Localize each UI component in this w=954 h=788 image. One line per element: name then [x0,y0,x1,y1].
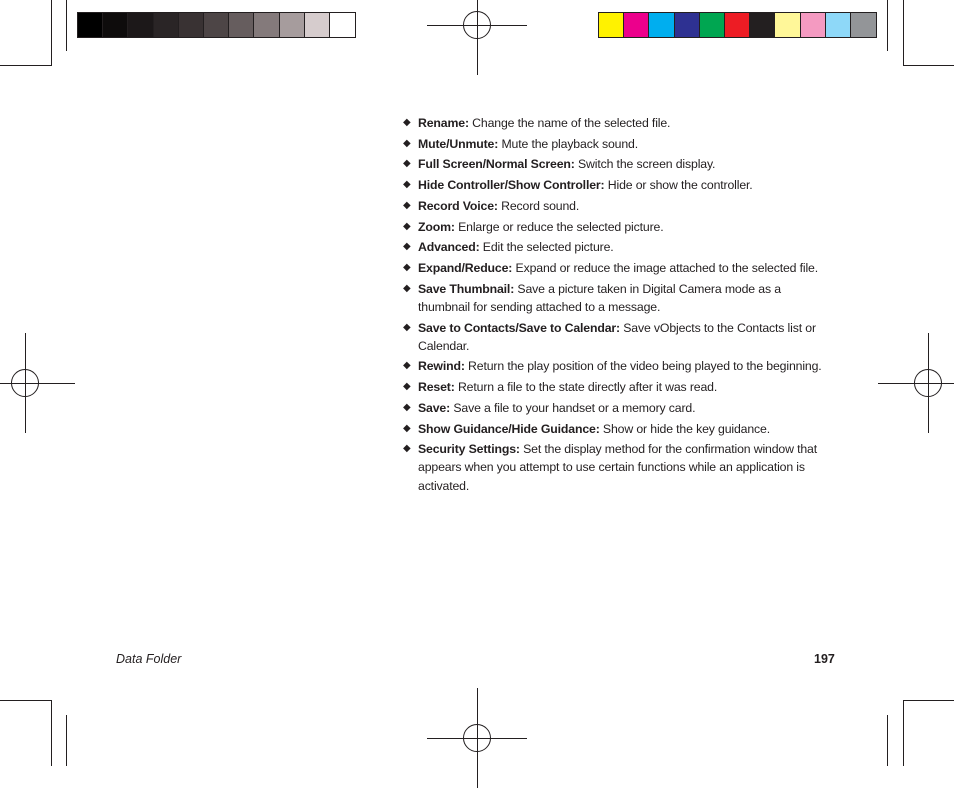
crop-mark-br-v [903,700,904,766]
bullet-icon: ◆ [403,282,411,294]
list-item [403,440,833,495]
item-description: Show or hide the key guidance. [599,421,771,436]
grayscale-swatch [229,13,254,37]
bullet-icon: ◆ [403,199,411,211]
process-swatch [624,13,649,37]
process-swatch [801,13,826,37]
item-term: Save to Contacts/Save to Calendar: [418,320,620,335]
crop-mark-tr-v [903,0,904,66]
bullet-icon: ◆ [403,381,411,393]
item-description: Enlarge or reduce the selected picture. [454,219,664,234]
grayscale-swatch [154,13,179,37]
list-item [403,399,833,417]
item-description: Hide or show the controller. [604,178,753,193]
grayscale-swatch [103,13,128,37]
item-term: Show Guidance/Hide Guidance: [418,421,600,436]
list-item [403,218,833,236]
item-term: Advanced: [418,240,480,255]
process-swatch [750,13,775,37]
crop-mark-br-h [903,700,954,701]
list-item [403,176,833,194]
page-number: 197 [814,652,835,666]
list-item [403,197,833,215]
item-term: Reset: [418,380,455,395]
grayscale-swatch [280,13,305,37]
item-description: Edit the selected picture. [479,240,614,255]
crop-mark-br-v2 [887,715,888,766]
process-swatch [649,13,674,37]
bullet-icon: ◆ [403,158,411,170]
footer-section-title: Data Folder [116,652,182,666]
item-description: Expand or reduce the image attached to the selected file. [512,260,819,275]
crop-mark-tl-h [0,65,51,66]
list-item [403,378,833,396]
crop-mark-tr-v2 [887,0,888,51]
list-item [403,238,833,256]
grayscale-swatch [204,13,229,37]
process-color-bar [598,12,877,38]
item-description: Return a file to the state directly after it was read. [454,380,718,395]
process-swatch [851,13,876,37]
item-description: Save a file to your handset or a memory card. [450,400,696,415]
registration-mark-bottom [427,688,527,788]
process-swatch [826,13,851,37]
item-term: Hide Controller/Show Controller: [418,178,605,193]
item-description: Mute the playback sound. [498,136,638,151]
crop-mark-bl-h [0,700,51,701]
crop-mark-tr-h [903,65,954,66]
item-term: Expand/Reduce: [418,260,513,275]
item-term: Rename: [418,116,469,130]
item-description: Set the display method for the confirmation window that appears when you attempt to use certain functions while an application is activated. [418,442,817,493]
feature-list [403,114,833,497]
bullet-icon: ◆ [403,261,411,273]
grayscale-swatch [179,13,204,37]
item-description: Save a picture taken in Digital Camera mode as a thumbnail for sending attached to a message. [418,281,781,314]
list-item [403,155,833,173]
process-swatch [725,13,750,37]
grayscale-swatch [305,13,330,37]
crop-mark-bl-v [51,700,52,766]
grayscale-swatch [254,13,279,37]
item-term: Rewind: [418,359,465,374]
item-description: Save vObjects to the Contacts list or Calendar. [418,320,816,353]
crop-mark-bl-v2 [66,715,67,766]
process-swatch [700,13,725,37]
list-item [403,319,833,355]
bullet-icon: ◆ [403,360,411,372]
list-item [403,420,833,438]
bullet-icon: ◆ [403,321,411,333]
grayscale-swatch [330,13,355,37]
bullet-icon: ◆ [403,117,411,128]
grayscale-swatch [78,13,103,37]
grayscale-color-bar [77,12,356,38]
grayscale-swatch [128,13,153,37]
item-description: Switch the screen display. [574,157,716,172]
item-term: Record Voice: [418,198,498,213]
registration-mark-top [427,0,527,75]
bullet-icon: ◆ [403,179,411,191]
registration-mark-right [878,333,954,433]
list-item [403,135,833,153]
bullet-icon: ◆ [403,137,411,149]
process-swatch [675,13,700,37]
crop-mark-tl-v2 [66,0,67,51]
list-item [403,114,833,132]
process-swatch [775,13,800,37]
list-item [403,280,833,316]
item-term: Full Screen/Normal Screen: [418,157,575,172]
item-description: Return the play position of the video being played to the beginning. [464,359,822,374]
item-term: Zoom: [418,219,455,234]
item-term: Security Settings: [418,442,520,457]
bullet-icon: ◆ [403,443,411,455]
bullet-icon: ◆ [403,220,411,232]
item-term: Mute/Unmute: [418,136,499,151]
bullet-icon: ◆ [403,401,411,413]
item-description: Record sound. [497,198,580,213]
item-term: Save: [418,400,451,415]
item-description: Change the name of the selected file. [468,116,671,130]
item-term: Save Thumbnail: [418,281,515,296]
list-item [403,259,833,277]
process-swatch [599,13,624,37]
list-item [403,357,833,375]
bullet-icon: ◆ [403,241,411,253]
bullet-icon: ◆ [403,422,411,434]
crop-mark-tl-v [51,0,52,66]
registration-mark-left [0,333,75,433]
